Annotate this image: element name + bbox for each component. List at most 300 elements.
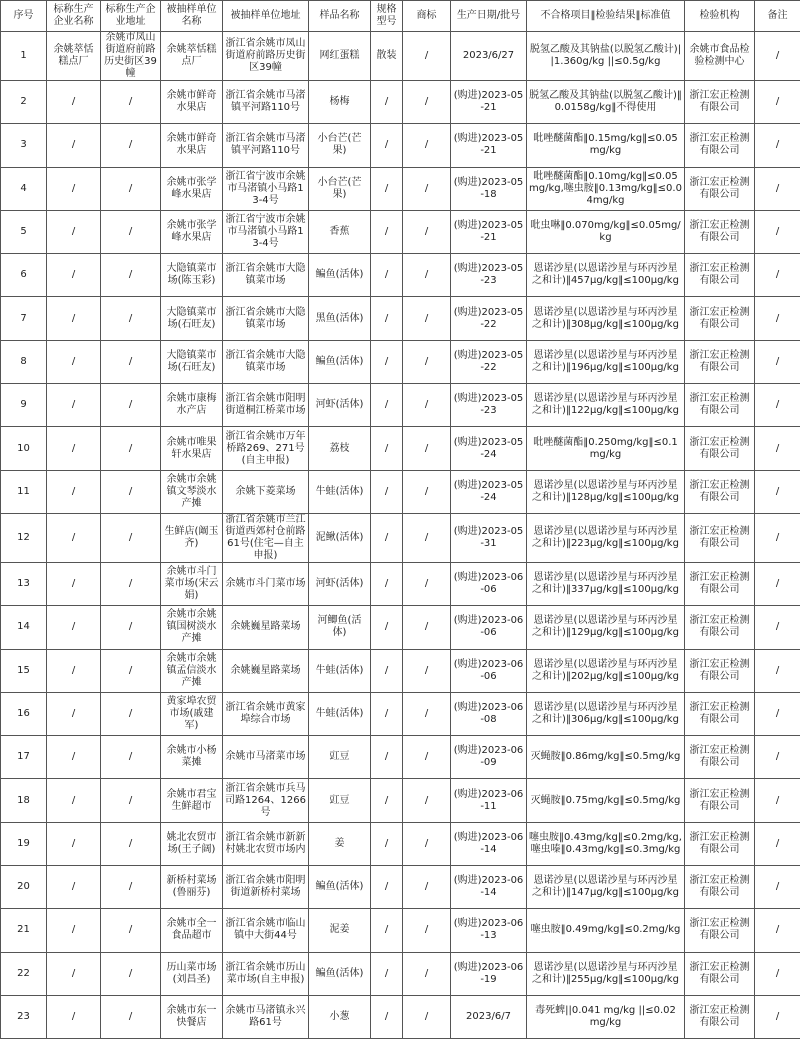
sample-name: 黑鱼(活体) — [309, 297, 371, 340]
row-index: 10 — [1, 427, 47, 470]
table-row — [1, 427, 800, 470]
table-row — [1, 297, 800, 340]
manufacturer-address: 余姚市凤山街道府前路历史街区39幢 — [101, 32, 161, 81]
failed-item: 噻虫胺‖0.43mg/kg‖≤0.2mg/kg,噻虫嗪‖0.43mg/kg‖≤0.3mg/kg — [527, 822, 685, 865]
trademark: / — [403, 124, 451, 167]
sampled-unit-address: 浙江省余姚市临山镇中大街44号 — [223, 909, 309, 952]
sample-name: 牛蛙(活体) — [309, 649, 371, 692]
spec: / — [371, 384, 403, 427]
inspection-agency: 浙江宏正检测有限公司 — [685, 124, 755, 167]
inspection-agency: 浙江宏正检测有限公司 — [685, 562, 755, 605]
sample-name: 荔枝 — [309, 427, 371, 470]
row-index: 3 — [1, 124, 47, 167]
inspection-agency: 浙江宏正检测有限公司 — [685, 254, 755, 297]
failed-item: 脱氢乙酸及其钠盐(以脱氢乙酸计)‖0.0158g/kg‖不得使用 — [527, 81, 685, 124]
sampled-unit-address: 浙江省余姚市马渚镇平河路110号 — [223, 81, 309, 124]
manufacturer-address: / — [101, 649, 161, 692]
header-sample-name: 样品名称 — [309, 1, 371, 32]
remarks: / — [755, 822, 800, 865]
sample-name: 牛蛙(活体) — [309, 692, 371, 735]
production-date: (购进)2023-06-08 — [451, 692, 527, 735]
sampled-unit-name: 余姚市鲜奇水果店 — [161, 124, 223, 167]
header-sampled-unit-name: 被抽样单位名称 — [161, 1, 223, 32]
manufacturer-address: / — [101, 297, 161, 340]
sampled-unit-address: 余姚市马渚镇永兴路61号 — [223, 995, 309, 1038]
sampled-unit-name: 余姚市君宝生鲜超市 — [161, 779, 223, 822]
manufacturer-name: / — [47, 822, 101, 865]
failed-item: 灭蝇胺‖0.86mg/kg‖≤0.5mg/kg — [527, 736, 685, 779]
sampled-unit-name: 大隐镇菜市场(陈玉彩) — [161, 254, 223, 297]
trademark: / — [403, 692, 451, 735]
production-date: (购进)2023-06-06 — [451, 649, 527, 692]
manufacturer-name: / — [47, 952, 101, 995]
manufacturer-name: / — [47, 736, 101, 779]
failed-item: 吡虫啉‖0.070mg/kg‖≤0.05mg/kg — [527, 210, 685, 253]
trademark: / — [403, 822, 451, 865]
row-index: 14 — [1, 606, 47, 649]
sampled-unit-name: 余姚市小杨菜摊 — [161, 736, 223, 779]
manufacturer-name: / — [47, 649, 101, 692]
failed-item: 恩诺沙星(以恩诺沙星与环丙沙星之和计)‖196μg/kg‖≤100μg/kg — [527, 340, 685, 383]
failed-item: 恩诺沙星(以恩诺沙星与环丙沙星之和计)‖255μg/kg‖≤100μg/kg — [527, 952, 685, 995]
remarks: / — [755, 909, 800, 952]
failed-item: 吡唑醚菌酯‖0.15mg/kg‖≤0.05mg/kg — [527, 124, 685, 167]
remarks: / — [755, 995, 800, 1038]
manufacturer-name: / — [47, 470, 101, 513]
sampled-unit-address: 浙江省余姚市兵马司路1264、1266号 — [223, 779, 309, 822]
failed-item: 恩诺沙星(以恩诺沙星与环丙沙星之和计)‖147μg/kg‖≤100μg/kg — [527, 866, 685, 909]
row-index: 18 — [1, 779, 47, 822]
spec: / — [371, 995, 403, 1038]
sampled-unit-name: 余姚市余姚镇文琴淡水产摊 — [161, 470, 223, 513]
header-manufacturer-address: 标称生产企业地址 — [101, 1, 161, 32]
remarks: / — [755, 32, 800, 81]
manufacturer-address: / — [101, 606, 161, 649]
inspection-agency: 浙江宏正检测有限公司 — [685, 649, 755, 692]
spec: / — [371, 124, 403, 167]
sampled-unit-name: 余姚萃恬糕点厂 — [161, 32, 223, 81]
manufacturer-address: / — [101, 124, 161, 167]
table-row — [1, 32, 800, 81]
remarks: / — [755, 384, 800, 427]
failed-item: 恩诺沙星(以恩诺沙星与环丙沙星之和计)‖337μg/kg‖≤100μg/kg — [527, 562, 685, 605]
inspection-agency: 浙江宏正检测有限公司 — [685, 384, 755, 427]
sampled-unit-address: 浙江省余姚市黄家埠综合市场 — [223, 692, 309, 735]
failed-item: 恩诺沙星(以恩诺沙星与环丙沙星之和计)‖223μg/kg‖≤100μg/kg — [527, 513, 685, 562]
row-index: 5 — [1, 210, 47, 253]
trademark: / — [403, 297, 451, 340]
production-date: (购进)2023-05-23 — [451, 384, 527, 427]
production-date: (购进)2023-05-24 — [451, 470, 527, 513]
spec: / — [371, 952, 403, 995]
production-date: (购进)2023-05-22 — [451, 340, 527, 383]
production-date: (购进)2023-05-21 — [451, 81, 527, 124]
sample-name: 鳊鱼(活体) — [309, 340, 371, 383]
trademark: / — [403, 562, 451, 605]
sampled-unit-name: 新桥村菜场(鲁丽芬) — [161, 866, 223, 909]
spec: / — [371, 81, 403, 124]
table-row — [1, 692, 800, 735]
manufacturer-address: / — [101, 167, 161, 210]
inspection-agency: 浙江宏正检测有限公司 — [685, 167, 755, 210]
row-index: 20 — [1, 866, 47, 909]
remarks: / — [755, 736, 800, 779]
sampled-unit-name: 大隐镇菜市场(石旺友) — [161, 297, 223, 340]
remarks: / — [755, 952, 800, 995]
header-index: 序号 — [1, 1, 47, 32]
manufacturer-address: / — [101, 562, 161, 605]
row-index: 9 — [1, 384, 47, 427]
trademark: / — [403, 606, 451, 649]
sample-name: 网红蛋糕 — [309, 32, 371, 81]
table-row — [1, 210, 800, 253]
trademark: / — [403, 32, 451, 81]
sampled-unit-address: 浙江省余姚市历山菜市场(自主申报) — [223, 952, 309, 995]
table-row — [1, 649, 800, 692]
trademark: / — [403, 909, 451, 952]
table-row — [1, 124, 800, 167]
production-date: 2023/6/27 — [451, 32, 527, 81]
remarks: / — [755, 562, 800, 605]
sampled-unit-address: 浙江省余姚市大隐镇菜市场 — [223, 340, 309, 383]
sample-name: 鳊鱼(活体) — [309, 952, 371, 995]
manufacturer-address: / — [101, 736, 161, 779]
table-row — [1, 81, 800, 124]
failed-item: 恩诺沙星(以恩诺沙星与环丙沙星之和计)‖308μg/kg‖≤100μg/kg — [527, 297, 685, 340]
header-remarks: 备注 — [755, 1, 800, 32]
sampled-unit-address: 浙江省余姚市大隐镇菜市场 — [223, 254, 309, 297]
spec: / — [371, 736, 403, 779]
sampled-unit-address: 浙江省余姚市马渚镇平河路110号 — [223, 124, 309, 167]
sample-name: 泥姜 — [309, 909, 371, 952]
sampled-unit-name: 余姚市余姚镇国树淡水产摊 — [161, 606, 223, 649]
production-date: (购进)2023-05-18 — [451, 167, 527, 210]
manufacturer-address: / — [101, 470, 161, 513]
production-date: (购进)2023-06-19 — [451, 952, 527, 995]
spec: / — [371, 692, 403, 735]
manufacturer-address: / — [101, 952, 161, 995]
trademark: / — [403, 81, 451, 124]
manufacturer-name: / — [47, 909, 101, 952]
inspection-agency: 浙江宏正检测有限公司 — [685, 692, 755, 735]
table-row — [1, 470, 800, 513]
sampled-unit-name: 黄家埠农贸市场(戚建军) — [161, 692, 223, 735]
spec: / — [371, 513, 403, 562]
failed-item: 恩诺沙星(以恩诺沙星与环丙沙星之和计)‖128μg/kg‖≤100μg/kg — [527, 470, 685, 513]
row-index: 11 — [1, 470, 47, 513]
manufacturer-name: / — [47, 124, 101, 167]
sample-name: 鳊鱼(活体) — [309, 254, 371, 297]
table-header-row — [1, 1, 800, 32]
production-date: (购进)2023-06-09 — [451, 736, 527, 779]
sample-name: 小葱 — [309, 995, 371, 1038]
table-row — [1, 167, 800, 210]
spec: / — [371, 649, 403, 692]
sampled-unit-name: 余姚市张学峰水果店 — [161, 167, 223, 210]
header-inspection-agency: 检验机构 — [685, 1, 755, 32]
trademark: / — [403, 513, 451, 562]
inspection-agency: 浙江宏正检测有限公司 — [685, 427, 755, 470]
header-manufacturer-name: 标称生产企业名称 — [47, 1, 101, 32]
failed-item: 灭蝇胺‖0.75mg/kg‖≤0.5mg/kg — [527, 779, 685, 822]
table-row — [1, 736, 800, 779]
trademark: / — [403, 995, 451, 1038]
sample-name: 姜 — [309, 822, 371, 865]
sample-name: 小台芒(芒果) — [309, 124, 371, 167]
header-failed-item: 不合格项目‖检验结果‖标准值 — [527, 1, 685, 32]
trademark: / — [403, 952, 451, 995]
spec: / — [371, 779, 403, 822]
sampled-unit-address: 浙江省余姚市万年桥路269、271号(自主申报) — [223, 427, 309, 470]
table-row — [1, 995, 800, 1038]
failed-item: 噻虫胺‖0.49mg/kg‖≤0.2mg/kg — [527, 909, 685, 952]
sample-name: 杨梅 — [309, 81, 371, 124]
row-index: 8 — [1, 340, 47, 383]
spec: / — [371, 167, 403, 210]
row-index: 23 — [1, 995, 47, 1038]
header-spec: 规格型号 — [371, 1, 403, 32]
spec: / — [371, 210, 403, 253]
sample-name: 河虾(活体) — [309, 384, 371, 427]
failed-item: 脱氢乙酸及其钠盐(以脱氢乙酸计)||1.360g/kg ||≤0.5g/kg — [527, 32, 685, 81]
sampled-unit-address: 浙江省余姚市阳明街道桐江桥菜市场 — [223, 384, 309, 427]
spec: / — [371, 822, 403, 865]
row-index: 12 — [1, 513, 47, 562]
remarks: / — [755, 606, 800, 649]
row-index: 17 — [1, 736, 47, 779]
manufacturer-name: / — [47, 995, 101, 1038]
manufacturer-name: / — [47, 167, 101, 210]
inspection-agency: 浙江宏正检测有限公司 — [685, 866, 755, 909]
sampled-unit-address: 浙江省余姚市大隐镇菜市场 — [223, 297, 309, 340]
sampled-unit-name: 历山菜市场(刘昌圣) — [161, 952, 223, 995]
inspection-agency: 浙江宏正检测有限公司 — [685, 995, 755, 1038]
spec: / — [371, 254, 403, 297]
sampled-unit-name: 余姚市东一快餐店 — [161, 995, 223, 1038]
remarks: / — [755, 513, 800, 562]
row-index: 7 — [1, 297, 47, 340]
remarks: / — [755, 779, 800, 822]
production-date: 2023/6/7 — [451, 995, 527, 1038]
manufacturer-address: / — [101, 340, 161, 383]
sampled-unit-address: 余姚巍星路菜场 — [223, 606, 309, 649]
trademark: / — [403, 736, 451, 779]
production-date: (购进)2023-06-06 — [451, 562, 527, 605]
remarks: / — [755, 254, 800, 297]
row-index: 19 — [1, 822, 47, 865]
manufacturer-name: / — [47, 606, 101, 649]
table-row — [1, 513, 800, 562]
manufacturer-name: / — [47, 210, 101, 253]
sampled-unit-name: 余姚市斗门菜市场(宋云娟) — [161, 562, 223, 605]
remarks: / — [755, 210, 800, 253]
sampled-unit-name: 余姚市张学峰水果店 — [161, 210, 223, 253]
manufacturer-address: / — [101, 779, 161, 822]
sampled-unit-address: 浙江省余姚市凤山街道府前路历史街区39幢 — [223, 32, 309, 81]
manufacturer-name: / — [47, 866, 101, 909]
inspection-agency: 浙江宏正检测有限公司 — [685, 470, 755, 513]
table-row — [1, 384, 800, 427]
manufacturer-address: / — [101, 81, 161, 124]
manufacturer-name: / — [47, 779, 101, 822]
remarks: / — [755, 81, 800, 124]
trademark: / — [403, 470, 451, 513]
failed-item: 恩诺沙星(以恩诺沙星与环丙沙星之和计)‖457μg/kg‖≤100μg/kg — [527, 254, 685, 297]
trademark: / — [403, 254, 451, 297]
remarks: / — [755, 649, 800, 692]
manufacturer-address: / — [101, 427, 161, 470]
table-row — [1, 866, 800, 909]
table-row — [1, 822, 800, 865]
production-date: (购进)2023-06-14 — [451, 866, 527, 909]
inspection-agency: 浙江宏正检测有限公司 — [685, 606, 755, 649]
spec: / — [371, 297, 403, 340]
trademark: / — [403, 210, 451, 253]
row-index: 16 — [1, 692, 47, 735]
header-sampled-unit-address: 被抽样单位地址 — [223, 1, 309, 32]
failed-item: 吡唑醚菌酯‖0.10mg/kg‖≤0.05mg/kg,噻虫胺‖0.13mg/kg‖≤0.04mg/kg — [527, 167, 685, 210]
sampled-unit-name: 生鲜店(阚玉齐) — [161, 513, 223, 562]
sample-name: 牛蛙(活体) — [309, 470, 371, 513]
sample-name: 河虾(活体) — [309, 562, 371, 605]
remarks: / — [755, 340, 800, 383]
sample-name: 河鲫鱼(活体) — [309, 606, 371, 649]
spec: 散装 — [371, 32, 403, 81]
table-row — [1, 562, 800, 605]
sampled-unit-name: 余姚市康梅水产店 — [161, 384, 223, 427]
sampled-unit-name: 姚北农贸市场(王子阔) — [161, 822, 223, 865]
row-index: 15 — [1, 649, 47, 692]
sampled-unit-name: 大隐镇菜市场(石旺友) — [161, 340, 223, 383]
row-index: 22 — [1, 952, 47, 995]
manufacturer-address: / — [101, 822, 161, 865]
row-index: 21 — [1, 909, 47, 952]
manufacturer-address: / — [101, 866, 161, 909]
table-row — [1, 952, 800, 995]
manufacturer-name: / — [47, 384, 101, 427]
production-date: (购进)2023-05-31 — [451, 513, 527, 562]
trademark: / — [403, 340, 451, 383]
production-date: (购进)2023-05-22 — [451, 297, 527, 340]
spec: / — [371, 866, 403, 909]
sampled-unit-address: 余姚下菱菜场 — [223, 470, 309, 513]
remarks: / — [755, 427, 800, 470]
manufacturer-name: / — [47, 297, 101, 340]
manufacturer-address: / — [101, 210, 161, 253]
sample-name: 香蕉 — [309, 210, 371, 253]
inspection-agency: 余姚市食品检验检测中心 — [685, 32, 755, 81]
inspection-agency: 浙江宏正检测有限公司 — [685, 297, 755, 340]
sampled-unit-name: 余姚市鲜奇水果店 — [161, 81, 223, 124]
production-date: (购进)2023-06-11 — [451, 779, 527, 822]
sampled-unit-address: 浙江省余姚市兰江街道西郊村仓前路61号(住宅—自主申报) — [223, 513, 309, 562]
header-production-date: 生产日期/批号 — [451, 1, 527, 32]
remarks: / — [755, 297, 800, 340]
row-index: 1 — [1, 32, 47, 81]
spec: / — [371, 909, 403, 952]
sampled-unit-name: 余姚市全一食品超市 — [161, 909, 223, 952]
row-index: 4 — [1, 167, 47, 210]
manufacturer-name: / — [47, 427, 101, 470]
sampled-unit-address: 余姚市马渚菜市场 — [223, 736, 309, 779]
spec: / — [371, 470, 403, 513]
sampled-unit-address: 余姚市斗门菜市场 — [223, 562, 309, 605]
inspection-agency: 浙江宏正检测有限公司 — [685, 81, 755, 124]
sampled-unit-name: 余姚市余姚镇孟信淡水产摊 — [161, 649, 223, 692]
manufacturer-name: / — [47, 254, 101, 297]
failed-item: 恩诺沙星(以恩诺沙星与环丙沙星之和计)‖306μg/kg‖≤100μg/kg — [527, 692, 685, 735]
header-trademark: 商标 — [403, 1, 451, 32]
trademark: / — [403, 866, 451, 909]
row-index: 6 — [1, 254, 47, 297]
manufacturer-address: / — [101, 513, 161, 562]
manufacturer-address: / — [101, 384, 161, 427]
manufacturer-name: / — [47, 340, 101, 383]
sampled-unit-address: 余姚巍星路菜场 — [223, 649, 309, 692]
production-date: (购进)2023-05-21 — [451, 124, 527, 167]
inspection-agency: 浙江宏正检测有限公司 — [685, 952, 755, 995]
trademark: / — [403, 384, 451, 427]
manufacturer-name: / — [47, 513, 101, 562]
spec: / — [371, 427, 403, 470]
failed-item: 吡唑醚菌酯‖0.250mg/kg‖≤0.1mg/kg — [527, 427, 685, 470]
failed-item: 毒死蜱||0.041 mg/kg ||≤0.02 mg/kg — [527, 995, 685, 1038]
manufacturer-address: / — [101, 995, 161, 1038]
sampled-unit-address: 浙江省宁波市余姚市马渚镇小马路13-4号 — [223, 210, 309, 253]
table-row — [1, 606, 800, 649]
table-row — [1, 340, 800, 383]
inspection-agency: 浙江宏正检测有限公司 — [685, 909, 755, 952]
inspection-agency: 浙江宏正检测有限公司 — [685, 513, 755, 562]
trademark: / — [403, 167, 451, 210]
manufacturer-name: / — [47, 692, 101, 735]
table-row — [1, 254, 800, 297]
failed-item: 恩诺沙星(以恩诺沙星与环丙沙星之和计)‖202μg/kg‖≤100μg/kg — [527, 649, 685, 692]
sampled-unit-address: 浙江省余姚市阳明街道新桥村菜场 — [223, 866, 309, 909]
row-index: 2 — [1, 81, 47, 124]
remarks: / — [755, 470, 800, 513]
inspection-agency: 浙江宏正检测有限公司 — [685, 779, 755, 822]
remarks: / — [755, 167, 800, 210]
table-body — [1, 32, 800, 1039]
sample-name: 豇豆 — [309, 736, 371, 779]
trademark: / — [403, 779, 451, 822]
inspection-agency: 浙江宏正检测有限公司 — [685, 736, 755, 779]
table-row — [1, 909, 800, 952]
sampled-unit-address: 浙江省宁波市余姚市马渚镇小马路13-4号 — [223, 167, 309, 210]
spec: / — [371, 562, 403, 605]
sample-name: 泥鳅(活体) — [309, 513, 371, 562]
spec: / — [371, 606, 403, 649]
sampled-unit-address: 浙江省余姚市新新村姚北农贸市场内 — [223, 822, 309, 865]
inspection-agency: 浙江宏正检测有限公司 — [685, 822, 755, 865]
manufacturer-address: / — [101, 254, 161, 297]
manufacturer-address: / — [101, 692, 161, 735]
inspection-agency: 浙江宏正检测有限公司 — [685, 340, 755, 383]
production-date: (购进)2023-06-13 — [451, 909, 527, 952]
remarks: / — [755, 692, 800, 735]
failed-item: 恩诺沙星(以恩诺沙星与环丙沙星之和计)‖129μg/kg‖≤100μg/kg — [527, 606, 685, 649]
manufacturer-name: 余姚萃恬糕点厂 — [47, 32, 101, 81]
row-index: 13 — [1, 562, 47, 605]
production-date: (购进)2023-05-21 — [451, 210, 527, 253]
trademark: / — [403, 427, 451, 470]
trademark: / — [403, 649, 451, 692]
sample-name: 鳊鱼(活体) — [309, 866, 371, 909]
production-date: (购进)2023-06-06 — [451, 606, 527, 649]
production-date: (购进)2023-06-14 — [451, 822, 527, 865]
manufacturer-address: / — [101, 909, 161, 952]
